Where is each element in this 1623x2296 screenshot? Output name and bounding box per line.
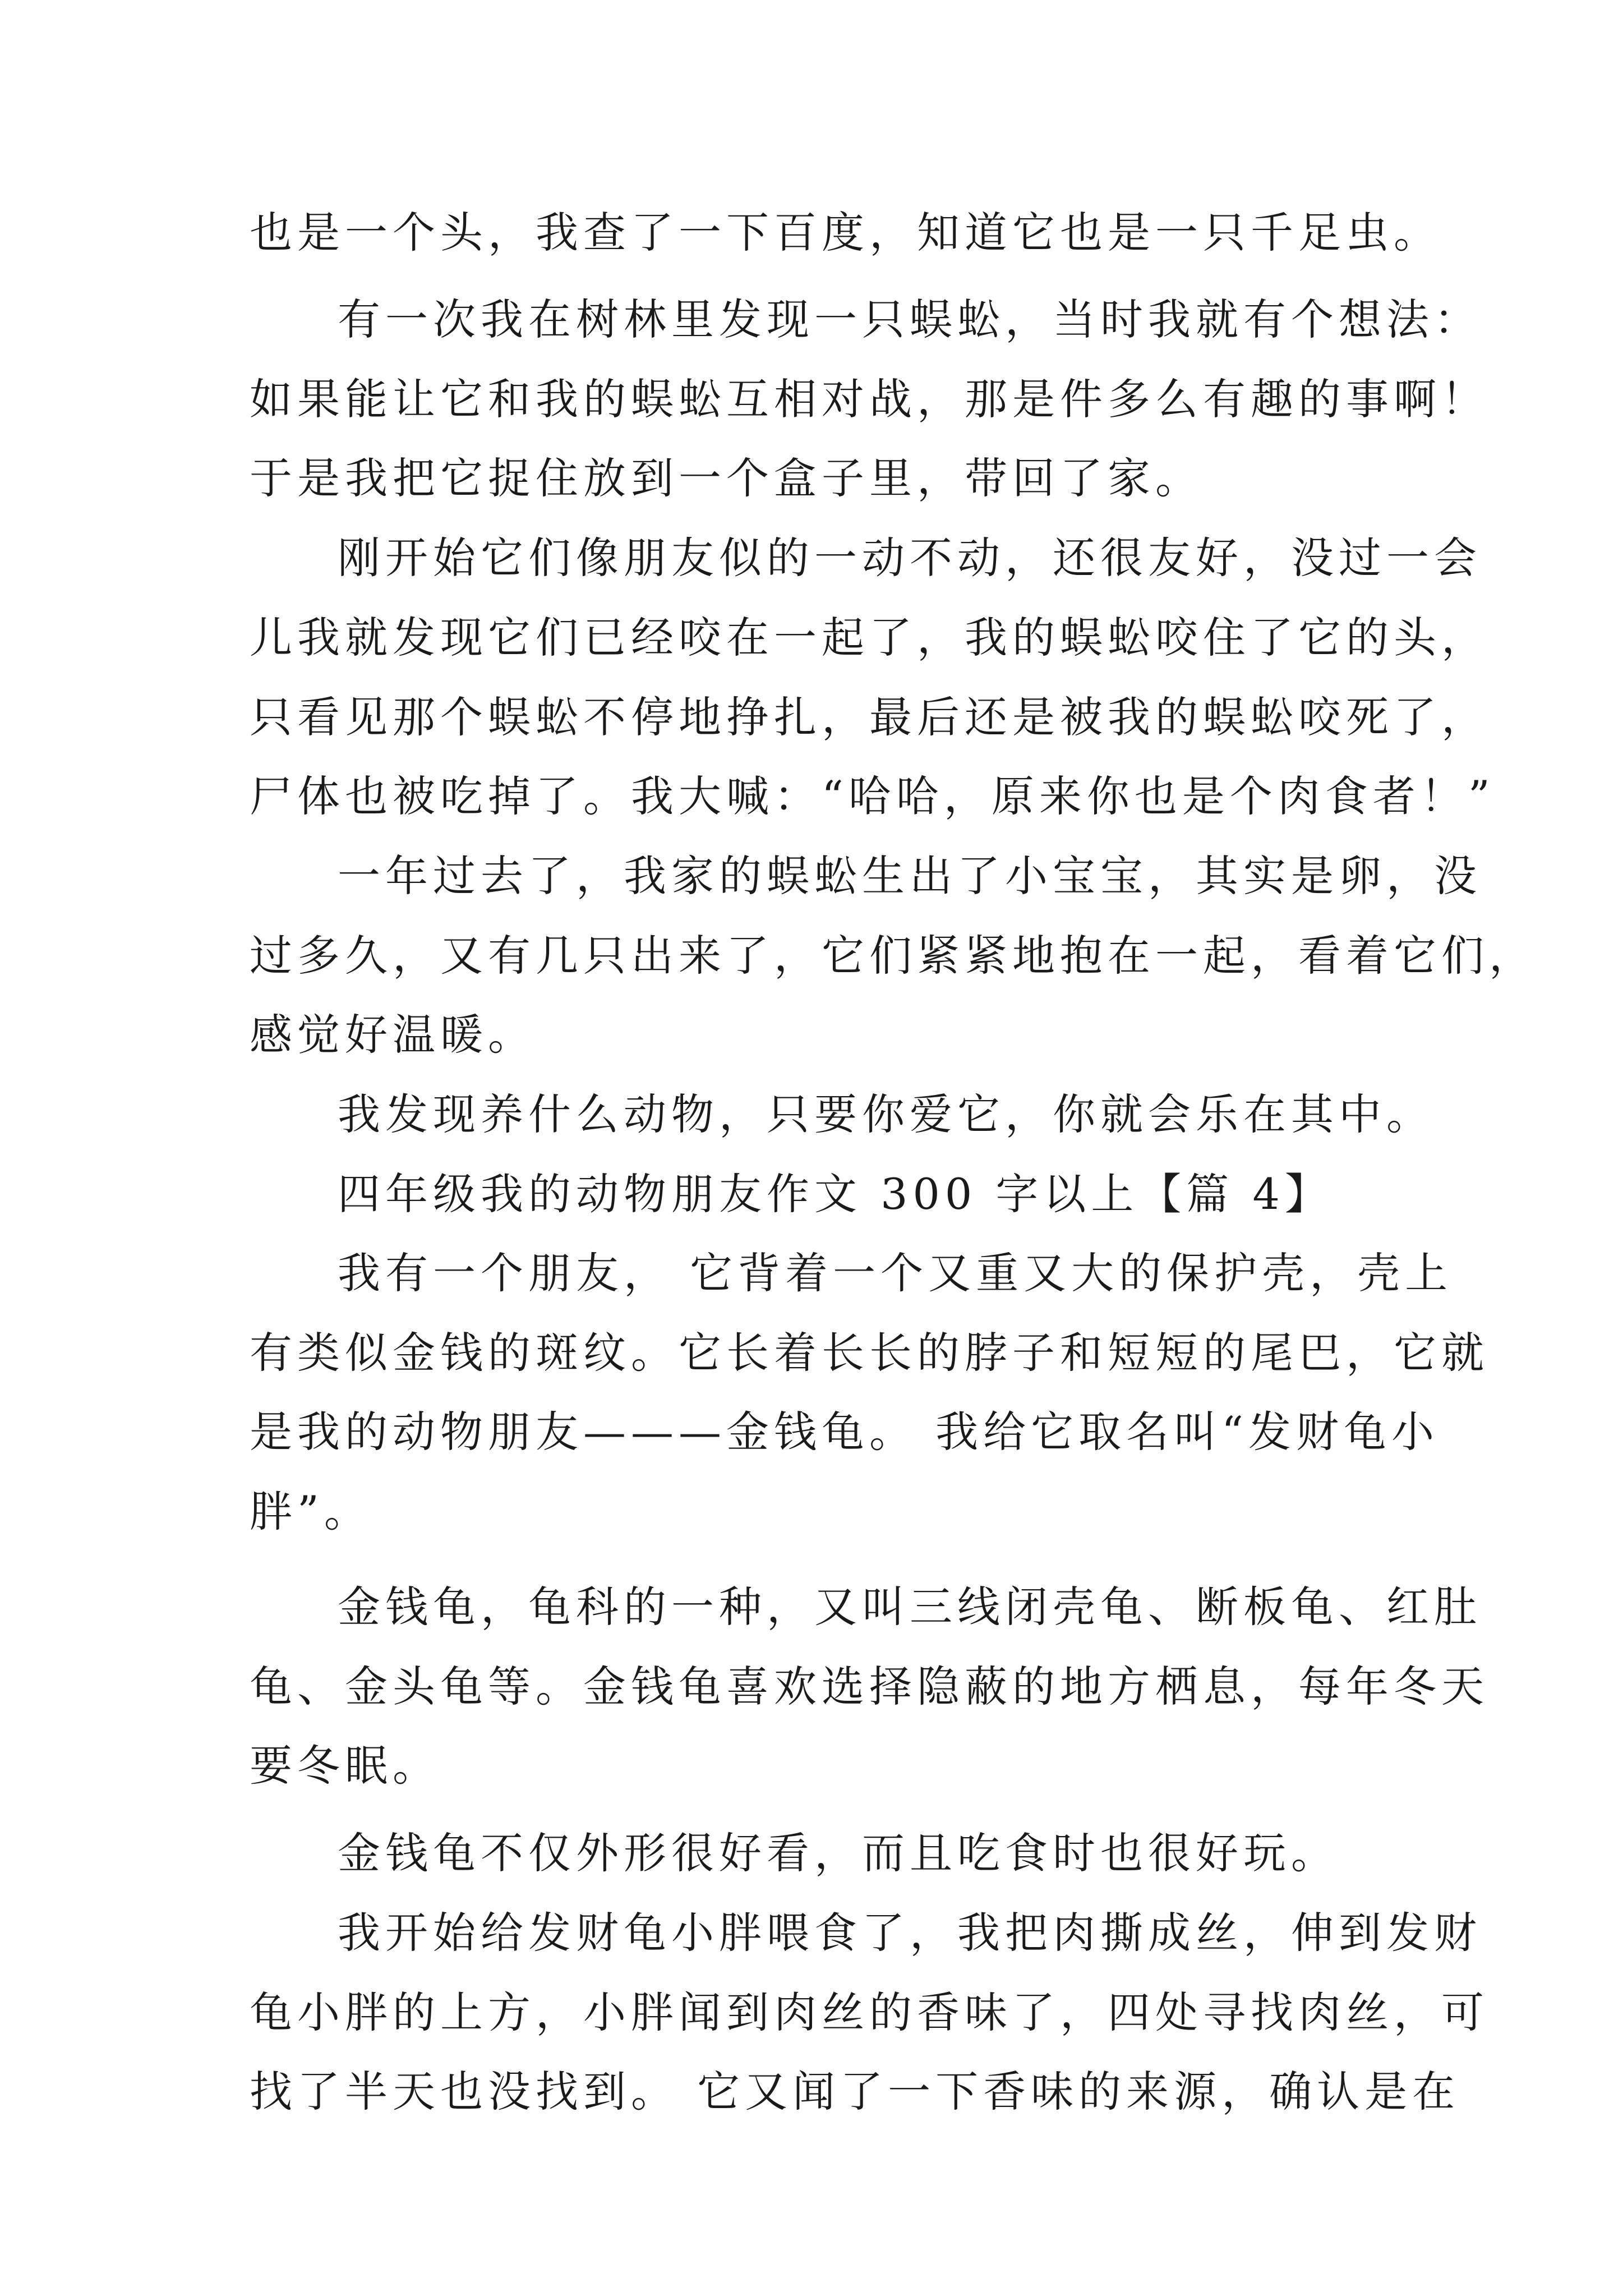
- text-line: 尸体也被吃掉了。我大喊：“哈哈，原来你也是个肉食者！”: [250, 771, 1495, 821]
- paragraph-first-line: 一年过去了，我家的蜈蚣生出了小宝宝，其实是卵，没: [338, 851, 1482, 901]
- paragraph-first-line: 我发现养什么动物，只要你爱它，你就会乐在其中。: [338, 1089, 1434, 1139]
- text-line: 胖”。: [250, 1487, 372, 1536]
- text-line: 找了半天也没找到。 它又闻了一下香味的来源，确认是在: [250, 2067, 1460, 2116]
- text-line: 儿我就发现它们已经咬在一起了，我的蜈蚣咬住了它的头，: [250, 613, 1489, 662]
- text-line: 感觉好温暖。: [250, 1010, 536, 1060]
- text-line: 如果能让它和我的蜈蚣互相对战，那是件多么有趣的事啊！: [250, 374, 1489, 424]
- text-line: 于是我把它捉住放到一个盒子里，带回了家。: [250, 453, 1203, 503]
- text-line: 龟小胖的上方，小胖闻到肉丝的香味了，四处寻找肉丝，可: [250, 1987, 1489, 2037]
- paragraph-first-line: 我有一个朋友， 它背着一个又重又大的保护壳，壳上: [338, 1248, 1453, 1298]
- paragraph-first-line: 金钱龟，龟科的一种，又叫三线闭壳龟、断板龟、红肚: [338, 1582, 1482, 1632]
- text-line: 过多久，又有几只出来了，它们紧紧地抱在一起，看着它们，: [250, 931, 1537, 981]
- text-line: 也是一个头，我查了一下百度，知道它也是一只千足虫。: [250, 208, 1441, 257]
- text-line: 是我的动物朋友———金钱龟。 我给它取名叫“发财龟小: [250, 1407, 1440, 1457]
- text-line: 要冬眠。: [250, 1741, 440, 1791]
- text-line: 有类似金钱的斑纹。它长着长长的脖子和短短的尾巴，它就: [250, 1328, 1489, 1378]
- text-line: 龟、金头龟等。金钱龟喜欢选择隐蔽的地方栖息，每年冬天: [250, 1662, 1489, 1711]
- text-line: 只看见那个蜈蚣不停地挣扎，最后还是被我的蜈蚣咬死了，: [250, 692, 1489, 742]
- paragraph-first-line: 有一次我在树林里发现一只蜈蚣，当时我就有个想法：: [338, 295, 1482, 344]
- paragraph-first-line: 刚开始它们像朋友似的一动不动，还很友好，没过一会: [338, 533, 1482, 583]
- paragraph-first-line: 金钱龟不仅外形很好看，而且吃食时也很好玩。: [338, 1828, 1339, 1878]
- paragraph-first-line: 我开始给发财龟小胖喂食了，我把肉撕成丝，伸到发财: [338, 1908, 1482, 1958]
- section-heading: 四年级我的动物朋友作文 300 字以上【篇 4】: [338, 1169, 1332, 1219]
